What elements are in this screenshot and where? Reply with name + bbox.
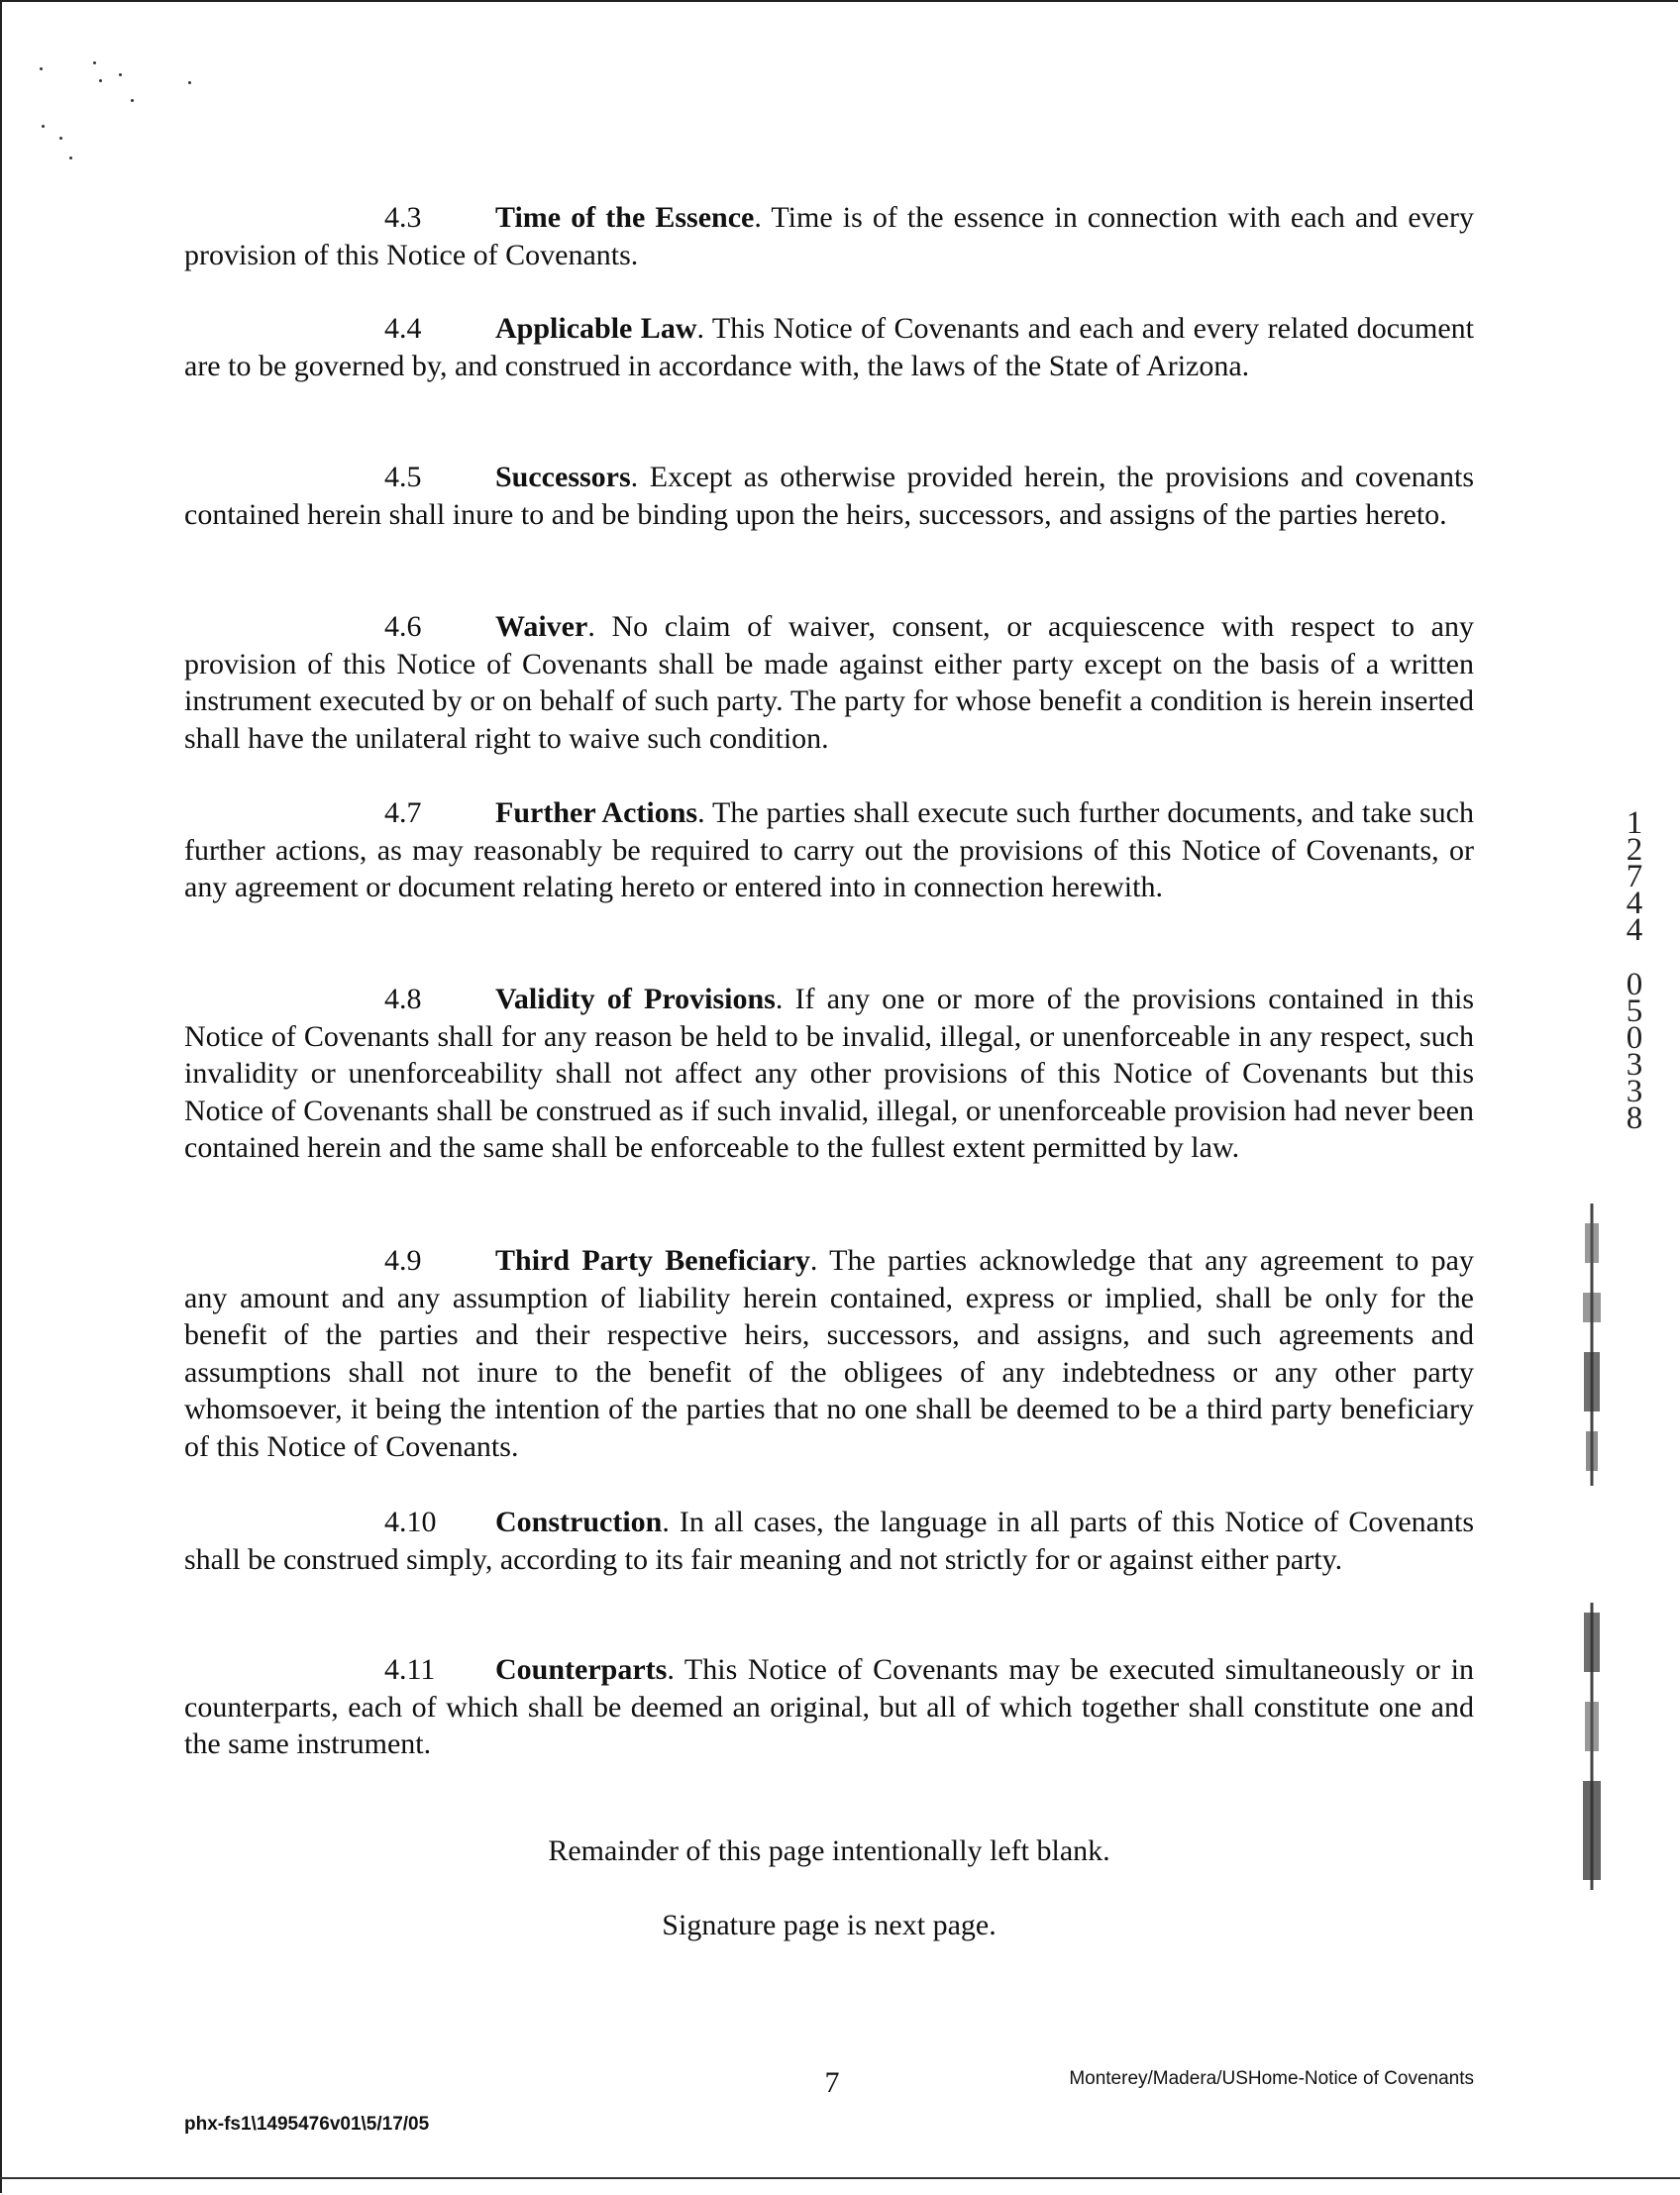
- section-4-9: [184, 1242, 1474, 1466]
- section-number: 4.11: [384, 1653, 436, 1686]
- section-text: . If any one or more of the provisions contained in this Notice of Covenants shall for any reason be held to be invalid, illegal, or unenforceable in any respect, such invalidity or unenforceability shall not affect any other provisions of this Notice of Covenants but this Notice of Covenants shall be construed as if such invalid, illegal, or unenforceable provision had never been contained herein and the same shall be enforceable to the fullest extent permitted by law.: [184, 983, 1474, 1165]
- section-text: . The parties shall execute such further documents, and take such further actions, as may reasonably be required to carry out the provisions of this Notice of Covenants, or any agreement or document relating hereto or entered into in connection herewith.: [184, 796, 1474, 904]
- section-number: 4.10: [384, 1506, 437, 1538]
- section-heading: Applicable Law: [495, 312, 697, 345]
- side-digit: 4: [1626, 886, 1643, 921]
- side-digit: 5: [1626, 993, 1643, 1029]
- section-text: . In all cases, the language in all parts of this Notice of Covenants shall be construed simply, according to its fair meaning and not strictly for or against either party.: [184, 1506, 1474, 1576]
- scan-specks: [40, 59, 297, 178]
- section-text: . Time is of the essence in connection with each and every provision of this Notice of Covenants.: [184, 201, 1474, 271]
- section-4-6: [184, 608, 1474, 757]
- page-number: 7: [824, 2066, 840, 2099]
- margin-stamp-mark: [1577, 1603, 1607, 1890]
- remainder-note: Remainder of this page intentionally left blank.: [548, 1834, 1110, 1867]
- footer-document-id: phx-fs1\1495476v01\5/17/05: [184, 2114, 430, 2135]
- section-heading: Construction: [495, 1506, 663, 1538]
- section-number: 4.9: [384, 1244, 422, 1277]
- section-number: 4.8: [384, 983, 422, 1015]
- side-digit: 3: [1626, 1047, 1643, 1083]
- section-heading: Validity of Provisions: [495, 983, 776, 1015]
- section-number: 4.3: [384, 201, 422, 234]
- side-digit: 8: [1626, 1100, 1643, 1136]
- section-4-3: [184, 199, 1474, 273]
- bottom-rule: [0, 2177, 1680, 2179]
- section-4-7: [184, 794, 1474, 906]
- section-text: . This Notice of Covenants may be executed simultaneously or in counterparts, each of which shall be deemed an original, but all of which together shall constitute one and the same instrument.: [184, 1653, 1474, 1761]
- section-number: 4.6: [384, 610, 422, 643]
- signature-note: Signature page is next page.: [662, 1909, 997, 1941]
- side-digit: 0: [1626, 1020, 1643, 1056]
- section-4-5: [184, 459, 1474, 533]
- section-heading: Third Party Beneficiary: [495, 1244, 810, 1277]
- section-text: . The parties acknowledge that any agreement to pay any amount and any assumption of liability herein contained, express or implied, shall be only for the benefit of the parties and their respective heirs, successors, and assigns, and such agreements and assumptions shall not inure to the benefit of the obligees of any indebtedness or any other party whomsoever, it being the intention of the parties that no one shall be deemed to be a third party beneficiary of this Notice of Covenants.: [184, 1244, 1475, 1463]
- section-heading: Further Actions: [495, 796, 698, 829]
- section-text: . This Notice of Covenants and each and every related document are to be governed by, and construed in accordance with, the laws of the State of Arizona.: [184, 312, 1474, 382]
- side-digit: 7: [1626, 859, 1643, 894]
- section-heading: Counterparts: [495, 1653, 668, 1686]
- side-digit: 3: [1626, 1074, 1643, 1109]
- side-record-number: [1615, 805, 1654, 1136]
- section-4-4: [184, 310, 1474, 384]
- side-digit: 0: [1626, 967, 1643, 1002]
- section-number: 4.5: [384, 461, 422, 493]
- side-digit: 1: [1626, 805, 1643, 841]
- side-digit: 4: [1626, 912, 1643, 948]
- section-text: . Except as otherwise provided herein, the provisions and covenants contained herein shall inure to and be binding upon the heirs, successors, and assigns of the parties hereto.: [184, 461, 1474, 531]
- section-number: 4.7: [384, 796, 422, 829]
- margin-stamp-mark: [1577, 1203, 1607, 1486]
- side-digit: 2: [1626, 832, 1643, 868]
- section-heading: Waiver: [495, 610, 588, 643]
- section-4-8: [184, 981, 1474, 1167]
- footer-document-title: Monterey/Madera/USHome-Notice of Covenants: [1069, 2068, 1474, 2089]
- section-heading: Successors: [495, 461, 631, 493]
- section-4-11: [184, 1651, 1474, 1763]
- section-number: 4.4: [384, 312, 422, 345]
- section-text: . No claim of waiver, consent, or acquiescence with respect to any provision of this Notice of Covenants shall be made against either party except on the basis of a written instrument executed by or on behalf of such party. The party for whose benefit a condition is herein inserted shall have the unilateral right to waive such condition.: [184, 610, 1474, 755]
- section-heading: Time of the Essence: [495, 201, 755, 234]
- section-4-10: [184, 1504, 1474, 1578]
